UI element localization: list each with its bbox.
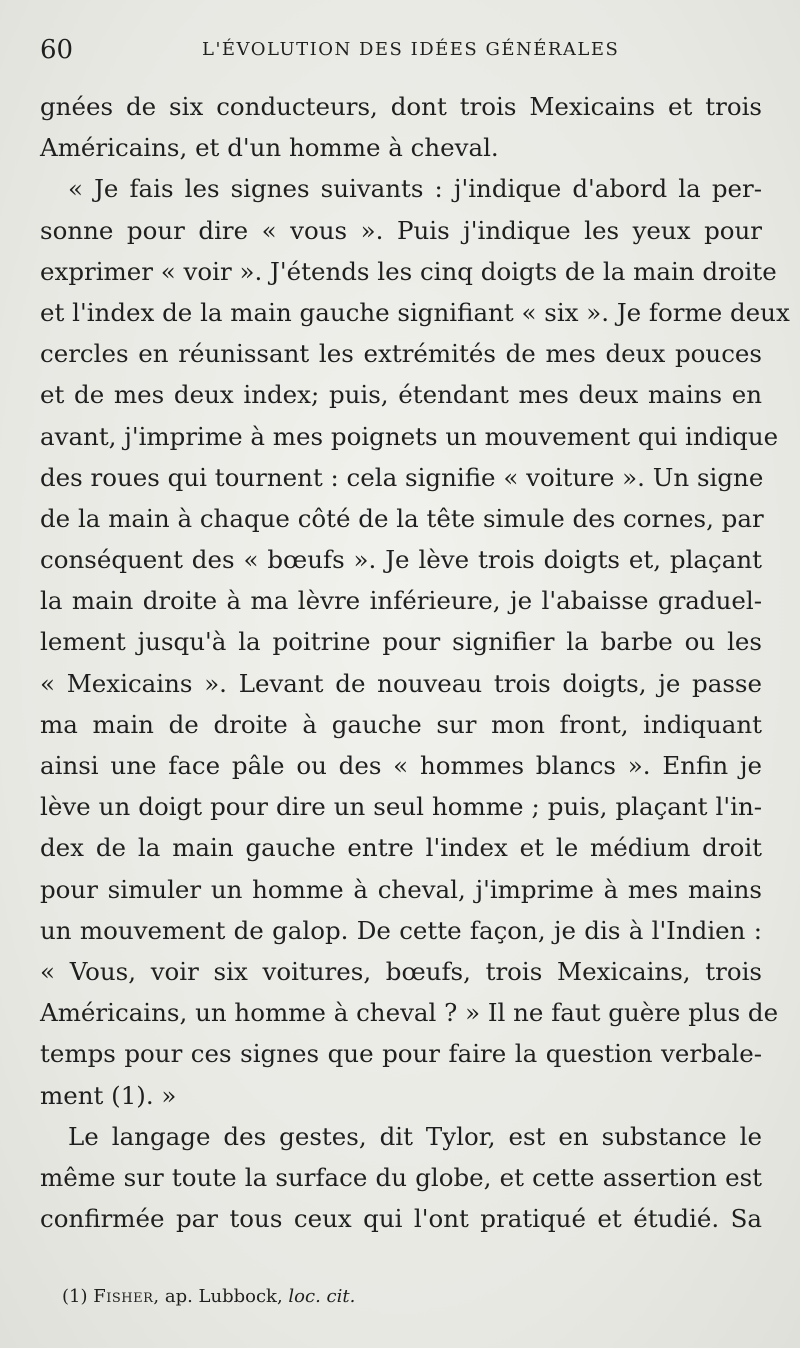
page-number: 60: [40, 35, 74, 65]
text-line: avant, j'imprime à mes poignets un mouvement qui indique: [40, 421, 779, 451]
footnote: [62, 1284, 355, 1310]
footnote-marker: (1): [62, 1286, 88, 1307]
page-header: [40, 32, 760, 68]
text-line: pour simuler un homme à cheval, j'imprime à mes mains: [40, 874, 762, 904]
text-line: Américains, et d'un homme à cheval.: [40, 133, 499, 163]
text-line: de la main à chaque côté de la tête simule des cornes, par: [40, 503, 764, 533]
body-text: [40, 86, 790, 1239]
text-line: cercles en réunissant les extrémités de mes deux pouces: [40, 339, 762, 369]
text-line: « Vous, voir six voitures, bœufs, trois Mexicains, trois: [40, 956, 762, 986]
text-line: « Je fais les signes suivants : j'indique d'abord la per-: [68, 174, 762, 204]
footnote-author: Fisher: [93, 1286, 154, 1307]
text-line: gnées de six conducteurs, dont trois Mexicains et trois: [40, 92, 762, 121]
text-line: temps pour ces signes que pour faire la question verbale-: [40, 1039, 762, 1069]
text-line: des roues qui tournent : cela signifie « voiture ». Un signe: [40, 462, 764, 492]
text-line: conséquent des « bœufs ». Je lève trois doigts et, plaçant: [40, 545, 762, 575]
text-line: et de mes deux index; puis, étendant mes deux mains en: [40, 380, 762, 410]
text-line: confirmée par tous ceux qui l'ont pratiqué et étudié. Sa: [40, 1204, 762, 1234]
footnote-citation: loc. cit.: [288, 1286, 356, 1307]
text-line: ma main de droite à gauche sur mon front, indiquant: [40, 709, 762, 739]
text-line: « Mexicains ». Levant de nouveau trois doigts, je passe: [40, 668, 762, 698]
text-line: Américains, un homme à cheval ? » Il ne faut guère plus de: [40, 998, 779, 1028]
text-line: Le langage des gestes, dit Tylor, est en substance le: [68, 1121, 762, 1151]
text-line: même sur toute la surface du globe, et cette assertion est: [40, 1162, 762, 1192]
text-line: lement jusqu'à la poitrine pour signifier la barbe ou les: [40, 627, 762, 657]
text-line: la main droite à ma lèvre inférieure, je l'abaisse graduel-: [40, 586, 762, 616]
text-line: un mouvement de galop. De cette façon, je dis à l'Indien :: [40, 915, 762, 945]
text-line: dex de la main gauche entre l'index et le médium droit: [40, 833, 762, 863]
text-line: et l'index de la main gauche signifiant « six ». Je forme deux: [40, 297, 790, 327]
text-line: ainsi une face pâle ou des « hommes blancs ». Enfin je: [40, 751, 762, 780]
footnote-source: , ap. Lubbock,: [153, 1286, 289, 1307]
running-head: L'ÉVOLUTION DES IDÉES GÉNÉRALES: [202, 39, 620, 60]
text-line: sonne pour dire « vous ». Puis j'indique les yeux pour: [40, 215, 762, 245]
text-line: lève un doigt pour dire un seul homme ; puis, plaçant l'in-: [40, 792, 762, 822]
text-line: exprimer « voir ». J'étends les cinq doigts de la main droite: [40, 256, 777, 286]
text-line: ment (1). »: [40, 1080, 177, 1110]
